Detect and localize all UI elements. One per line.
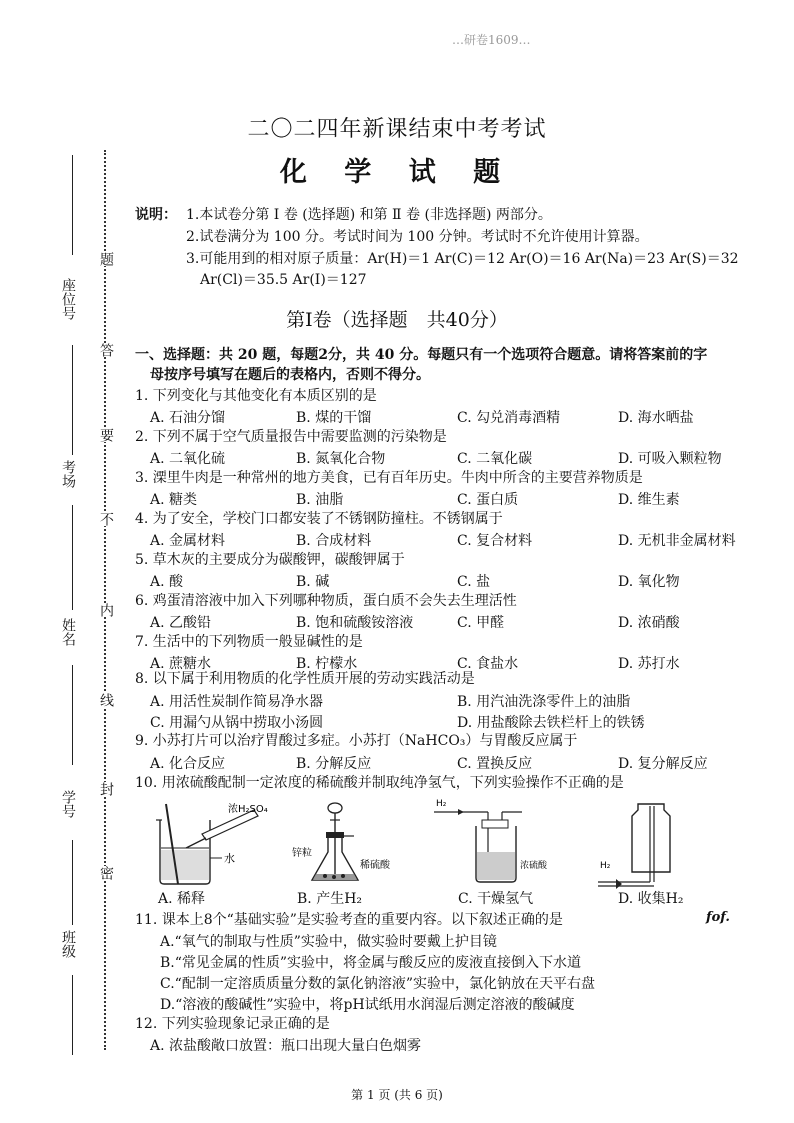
question-12-stem: 12. 下列实验现象记录正确的是 <box>135 1016 330 1032</box>
exam-room-label: 考场 <box>60 460 76 488</box>
notes-label: 说明： <box>135 207 177 223</box>
question-8-option-c: C. 用漏勺从锅中捞取小汤圆 <box>150 715 324 731</box>
seal-char-4: 不 <box>98 512 114 526</box>
question-6-option-c: C. 甲醛 <box>457 615 505 631</box>
question-5-option-c: C. 盐 <box>457 574 491 590</box>
label-h2-collect: H₂ <box>600 861 611 871</box>
note-3a: 3.可能用到的相对原子质量：Ar(H)＝1 Ar(C)＝12 Ar(O)＝16 Ar(Na)＝23 Ar(S)＝32 <box>186 251 739 267</box>
question-2-option-b: B. 氮氧化合物 <box>296 451 386 467</box>
question-4-option-d: D. 无机非金属材料 <box>618 533 736 549</box>
exam-title: 二〇二四年新课结束中考考试 <box>247 117 547 142</box>
seal-char-3: 要 <box>98 428 114 442</box>
question-4-option-b: B. 合成材料 <box>296 533 372 549</box>
question-6-option-b: B. 饱和硫酸铵溶液 <box>296 615 414 631</box>
figure-d-caption: D. 收集H₂ <box>618 891 684 907</box>
question-5-stem: 5. 草木灰的主要成分为碳酸钾，碳酸钾属于 <box>135 552 405 568</box>
question-5-option-b: B. 碱 <box>296 574 330 590</box>
label-conc-acid: 浓硫酸 <box>520 861 548 871</box>
question-3-stem: 3. 溧里牛肉是一种常州的地方美食，已有百年历史。牛肉中所含的主要营养物质是 <box>135 470 643 486</box>
blank-line <box>72 505 73 610</box>
figure-dry-h2 <box>432 796 552 888</box>
question-11-option-d: D.“溶液的酸碱性”实验中，将pH试纸用水润湿后测定溶液的酸碱度 <box>160 997 575 1013</box>
student-id-label: 学号 <box>60 790 76 818</box>
question-2-option-d: D. 可吸入颗粒物 <box>618 451 722 467</box>
question-9-stem: 9. 小苏打片可以治疗胃酸过多症。小苏打（NaHCO₃）与胃酸反应属于 <box>135 733 578 749</box>
question-10-stem: 10. 用浓硫酸配制一定浓度的稀硫酸并制取纯净氢气，下列实验操作不正确的是 <box>135 775 624 791</box>
blank-line <box>72 665 73 765</box>
question-1-option-c: C. 勾兑消毒酒精 <box>457 410 561 426</box>
faint-header-text: …研卷1609… <box>452 33 531 47</box>
question-6-option-a: A. 乙酸铅 <box>150 615 212 631</box>
question-2-option-c: C. 二氧化碳 <box>457 451 533 467</box>
seal-char-1: 题 <box>98 252 114 266</box>
question-3-option-a: A. 糖类 <box>150 492 198 508</box>
seal-char-8: 密 <box>98 866 114 880</box>
question-2-option-a: A. 二氧化硫 <box>150 451 226 467</box>
question-7-option-c: C. 食盐水 <box>457 656 519 672</box>
seal-char-6: 线 <box>98 693 114 707</box>
blank-line <box>72 975 73 1055</box>
question-9-option-c: C. 置换反应 <box>457 756 533 772</box>
question-5-option-d: D. 氧化物 <box>618 574 680 590</box>
question-6-stem: 6. 鸡蛋清溶液中加入下列哪种物质，蛋白质不会失去生理活性 <box>135 593 517 609</box>
figure-collect-h2 <box>596 800 686 892</box>
note-3b: Ar(Cl)＝35.5 Ar(I)＝127 <box>200 272 367 288</box>
question-11-option-c: C.“配制一定溶质质量分数的氯化钠溶液”实验中，氯化钠放在天平右盘 <box>160 976 595 992</box>
question-2-stem: 2. 下列不属于空气质量报告中需要监测的污染物是 <box>135 429 447 445</box>
question-11-stem: 11. 课本上8个“基础实验”是实验考查的重要内容。以下叙述正确的是 <box>135 912 563 928</box>
question-6-option-d: D. 浓硝酸 <box>618 615 680 631</box>
question-9-option-a: A. 化合反应 <box>150 756 226 772</box>
question-3-option-d: D. 维生素 <box>618 492 680 508</box>
question-4-option-c: C. 复合材料 <box>457 533 533 549</box>
label-conc-h2so4: 浓H₂SO₄ <box>228 804 268 815</box>
question-3-option-c: C. 蛋白质 <box>457 492 519 508</box>
question-7-option-a: A. 蔗糖水 <box>150 656 212 672</box>
label-h2-in: H₂ <box>436 799 447 809</box>
figure-c-caption: C. 干燥氢气 <box>458 891 534 907</box>
blank-line <box>72 155 73 255</box>
figure-a-caption: A. 稀释 <box>158 891 206 907</box>
seat-number-label: 座位号 <box>60 278 76 320</box>
seal-dotted-line <box>104 150 106 1050</box>
note-1: 1.本试卷分第 Ⅰ 卷 (选择题) 和第 Ⅱ 卷 (非选择题) 两部分。 <box>186 207 552 223</box>
question-8-option-a: A. 用活性炭制作简易净水器 <box>150 694 324 710</box>
question-9-option-b: B. 分解反应 <box>296 756 372 772</box>
figure-b-caption: B. 产生H₂ <box>297 891 363 907</box>
seal-char-5: 内 <box>98 603 114 617</box>
question-9-option-d: D. 复分解反应 <box>618 756 708 772</box>
question-4-option-a: A. 金属材料 <box>150 533 226 549</box>
section-title: 第Ⅰ卷（选择题 共40分） <box>286 309 508 331</box>
figure-dilution <box>148 800 278 886</box>
question-7-option-b: B. 柠檬水 <box>296 656 358 672</box>
handwritten-mark: fof. <box>706 910 730 925</box>
name-label: 姓名 <box>60 618 76 646</box>
seal-char-7: 封 <box>98 782 114 796</box>
question-1-option-a: A. 石油分馏 <box>150 410 226 426</box>
question-11-option-a: A.“氧气的制取与性质”实验中，做实验时要戴上护目镜 <box>160 934 497 950</box>
class-label: 班级 <box>60 930 76 958</box>
blank-line <box>72 840 73 925</box>
seal-char-2: 答 <box>98 343 114 357</box>
question-5-option-a: A. 酸 <box>150 574 184 590</box>
exam-subject: 化 学 试 题 <box>279 157 515 188</box>
label-water: 水 <box>224 852 235 865</box>
label-dilute-acid: 稀硫酸 <box>360 860 390 871</box>
question-11-option-b: B.“常见金属的性质”实验中，将金属与酸反应的废液直接倒入下水道 <box>160 955 582 971</box>
question-3-option-b: B. 油脂 <box>296 492 344 508</box>
note-2: 2.试卷满分为 100 分。考试时间为 100 分钟。考试时不允许使用计算器。 <box>186 229 649 245</box>
question-8-option-d: D. 用盐酸除去铁栏杆上的铁锈 <box>457 715 645 731</box>
question-7-stem: 7. 生活中的下列物质一般显碱性的是 <box>135 634 363 650</box>
question-4-stem: 4. 为了安全，学校门口都安装了不锈钢防撞柱。不锈钢属于 <box>135 511 503 527</box>
label-zinc: 锌粒 <box>292 848 312 859</box>
page-footer: 第 1 页 (共 6 页) <box>351 1088 443 1102</box>
question-1-option-b: B. 煤的干馏 <box>296 410 372 426</box>
question-7-option-d: D. 苏打水 <box>618 656 680 672</box>
instruction-line-2: 母按序号填写在题后的表格内，否则不得分。 <box>150 367 430 383</box>
figure-generate-h2 <box>290 796 420 888</box>
question-8-stem: 8. 以下属于利用物质的化学性质开展的劳动实践活动是 <box>135 671 475 687</box>
blank-line <box>72 345 73 455</box>
question-1-stem: 1. 下列变化与其他变化有本质区别的是 <box>135 388 377 404</box>
question-8-option-b: B. 用汽油洗涤零件上的油脂 <box>457 694 631 710</box>
question-1-option-d: D. 海水晒盐 <box>618 410 694 426</box>
instruction-line-1: 一、选择题：共 20 题，每题2分，共 40 分。每题只有一个选项符合题意。请将答案前的字 <box>135 347 708 363</box>
question-12-option-a: A. 浓盐酸敞口放置：瓶口出现大量白色烟雾 <box>150 1038 422 1054</box>
